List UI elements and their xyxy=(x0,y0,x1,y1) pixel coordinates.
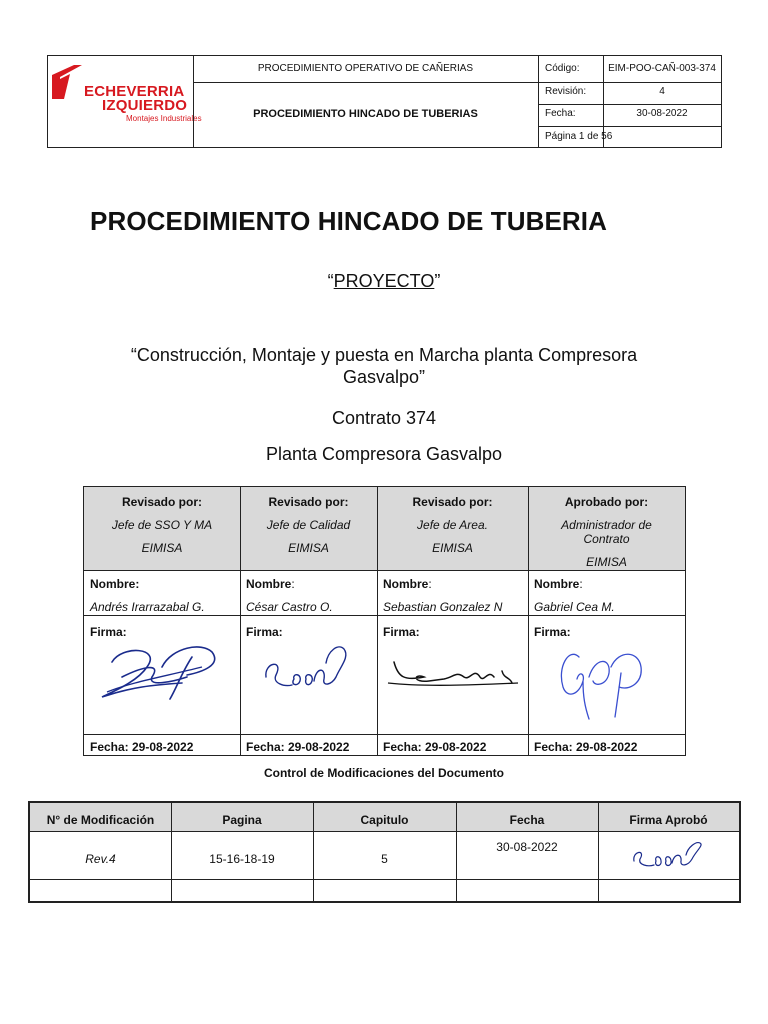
project-name-line-1: “Construcción, Montaje y puesta en Marcha planta Compresora xyxy=(130,345,638,365)
divider xyxy=(193,82,721,83)
signature-image xyxy=(254,637,364,707)
modification-chapter: 5 xyxy=(381,852,388,866)
logo-line-1: ECHEVERRIA xyxy=(84,83,185,100)
document-header xyxy=(47,55,722,148)
approval-role-line-2: Contrato xyxy=(583,532,630,546)
approval-company: EIMISA xyxy=(288,541,329,555)
approval-role: Jefe de Area. xyxy=(417,518,488,532)
signature-label: Firma: xyxy=(90,625,127,639)
signature-image xyxy=(549,637,659,727)
approval-role: Jefe de Calidad xyxy=(266,518,351,532)
revision-label: Revisión: xyxy=(545,86,587,97)
fecha-label: Fecha: xyxy=(545,108,576,119)
column-header: Fecha xyxy=(509,813,545,827)
approver-name: Gabriel Cea M. xyxy=(534,600,615,614)
approval-column-header: Revisado por: xyxy=(121,495,202,509)
approval-company: EIMISA xyxy=(586,555,627,569)
modification-date: 30-08-2022 xyxy=(496,840,558,854)
divider xyxy=(538,104,721,105)
signature-label: Firma: xyxy=(534,625,571,639)
logo-mark-icon xyxy=(52,65,82,99)
approver-name: César Castro O. xyxy=(246,600,333,614)
name-label: Nombre: xyxy=(246,577,295,591)
modifications-table xyxy=(28,801,741,903)
project-name-line-2: Gasvalpo” xyxy=(342,367,426,387)
approval-table xyxy=(83,486,686,756)
column-header: N° de Modificación xyxy=(46,813,155,827)
name-label: Nombre: xyxy=(90,577,140,591)
signature-label: Firma: xyxy=(383,625,420,639)
proyecto-heading: “PROYECTO” xyxy=(327,271,441,291)
signature-image xyxy=(384,647,524,697)
signature-label: Firma: xyxy=(246,625,283,639)
codigo-value: EIM-POO-CAÑ-003-374 xyxy=(608,63,716,74)
doc-type: PROCEDIMIENTO OPERATIVO DE CAÑERIAS xyxy=(257,63,474,74)
signature-date: Fecha: 29-08-2022 xyxy=(246,740,350,754)
page-title: PROCEDIMIENTO HINCADO DE TUBERIA xyxy=(90,206,607,236)
divider xyxy=(538,56,539,147)
approver-name: Sebastian Gonzalez N xyxy=(383,600,503,614)
signature-date: Fecha: 29-08-2022 xyxy=(90,740,194,754)
codigo-label: Código: xyxy=(545,63,580,74)
modification-pages: 15-16-18-19 xyxy=(209,852,275,866)
modifications-title: Control de Modificaciones del Documento xyxy=(263,766,505,780)
contract-number: Contrato 374 xyxy=(331,408,437,428)
doc-title: PROCEDIMIENTO HINCADO DE TUBERIAS xyxy=(253,108,478,120)
approver-name: Andrés Irarrazabal G. xyxy=(90,600,205,614)
divider xyxy=(84,615,685,616)
column-header: Capitulo xyxy=(360,813,409,827)
name-label: Nombre: xyxy=(383,577,432,591)
approval-company: EIMISA xyxy=(432,541,473,555)
column-header: Firma Aprobó xyxy=(629,813,708,827)
approval-company: EIMISA xyxy=(141,541,183,555)
approval-role: Administrador de xyxy=(561,518,652,532)
approval-signature-image xyxy=(626,839,716,873)
signature-date: Fecha: 29-08-2022 xyxy=(383,740,487,754)
approval-column-header: Revisado por: xyxy=(268,495,349,509)
name-label: Nombre: xyxy=(534,577,583,591)
fecha-value: 30-08-2022 xyxy=(636,108,688,119)
logo-line-2: IZQUIERDO xyxy=(102,97,188,114)
plant-name: Planta Compresora Gasvalpo xyxy=(265,444,503,464)
divider xyxy=(30,831,739,832)
approval-role: Jefe de SSO Y MA xyxy=(111,518,213,532)
modification-number: Rev.4 xyxy=(85,852,116,866)
divider xyxy=(84,570,685,571)
signature-image xyxy=(92,637,232,707)
divider xyxy=(30,879,739,880)
page-count: Página 1 de 56 xyxy=(545,131,613,142)
signature-date: Fecha: 29-08-2022 xyxy=(534,740,638,754)
approval-column-header: Revisado por: xyxy=(412,495,493,509)
column-header: Pagina xyxy=(222,813,262,827)
divider xyxy=(84,734,685,735)
revision-value: 4 xyxy=(659,86,665,97)
divider xyxy=(538,126,721,127)
logo-line-3: Montajes Industriales xyxy=(126,114,202,123)
approval-column-header: Aprobado por: xyxy=(564,495,649,509)
